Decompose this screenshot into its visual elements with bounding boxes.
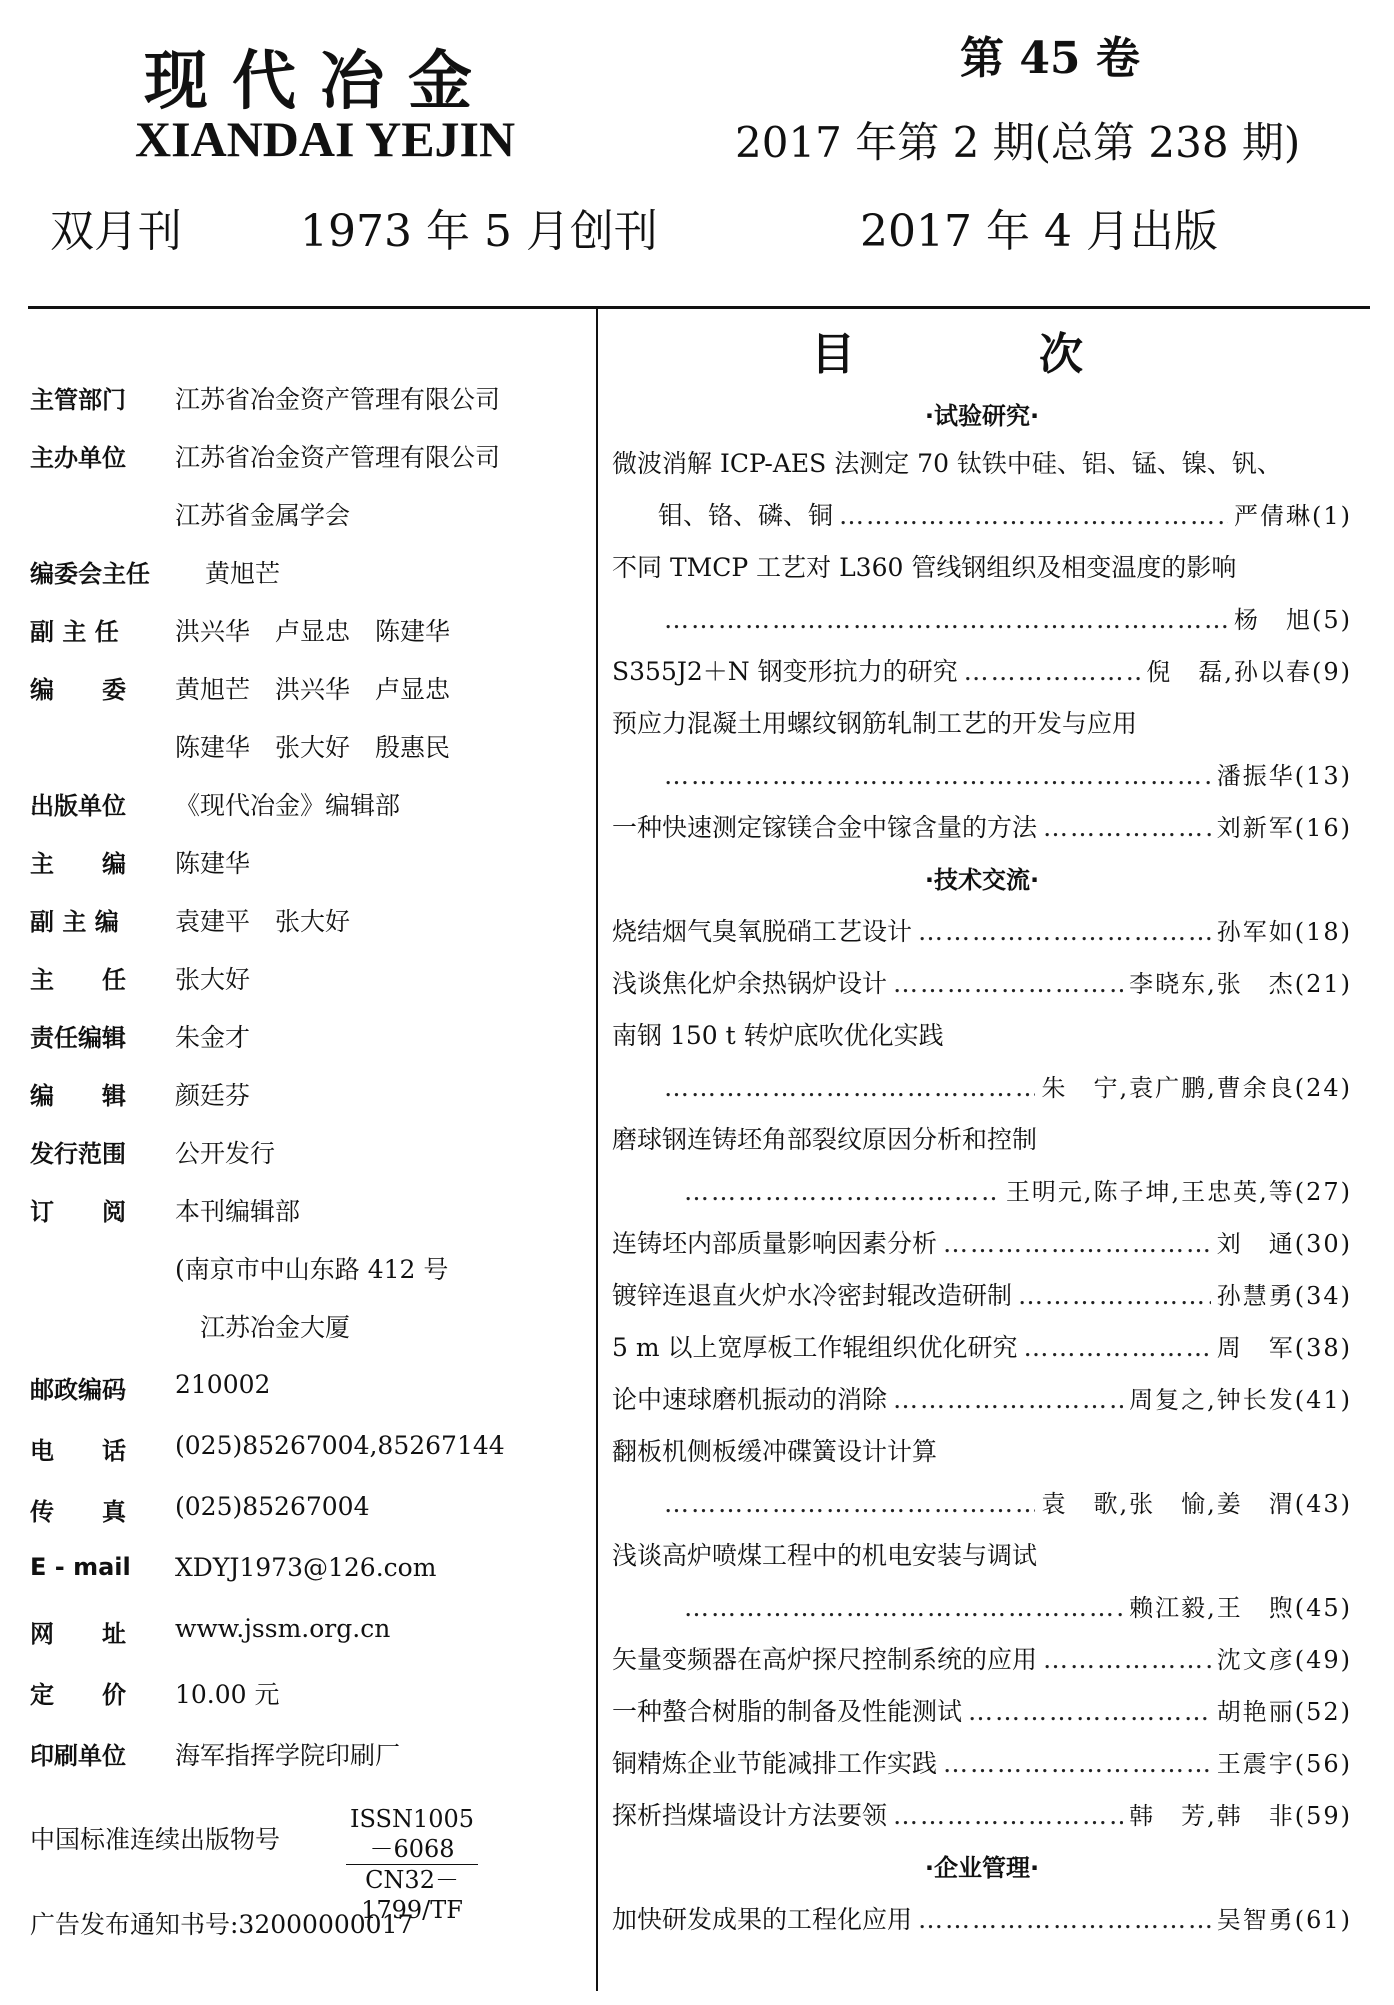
toc-entry-author: 朱 宁,袁广鹏,曹余良(24) — [1041, 1074, 1352, 1102]
toc-entry[interactable]: 铜精炼企业节能减排工作实践 …………………………………………………………………………………………………………………………………………………………………… 王震宇(56) — [612, 1744, 1352, 1780]
issn-block — [30, 1805, 475, 1924]
toc-entry-author: 刘 通(30) — [1216, 1230, 1352, 1258]
toc-entry[interactable]: 加快研发成果的工程化应用 …………………………………………………………………………………………………………………………………………………………………… 吴智勇(61) — [612, 1900, 1352, 1936]
toc-entry[interactable]: 镀锌连退直火炉水冷密封辊改造研制 …………………………………………………………………………………………………………………………………………………………………… 孙慧勇(34) — [612, 1276, 1352, 1312]
header-rule — [28, 306, 1370, 309]
toc-entry[interactable]: 钼、铬、磷、铜 …………………………………………………………………………………………………………………………………………………………………… 严倩琳(1) — [658, 496, 1352, 532]
toc-section-heading: ·技术交流· — [924, 866, 1040, 894]
volume-number: 第 45 卷 — [960, 33, 1140, 84]
toc-entry[interactable]: 5 m 以上宽厚板工作辊组织优化研究 …………………………………………………………………………………………………………………………………………………………………… 周 军(38) — [612, 1328, 1352, 1364]
toc-entry-author: 孙军如(18) — [1216, 918, 1352, 946]
toc-entry[interactable]: 论中速球磨机振动的消除 …………………………………………………………………………………………………………………………………………………………………… 周复之,钟长发(41) — [612, 1380, 1352, 1416]
toc-entry-author: 倪 磊,孙以春(9) — [1146, 658, 1352, 686]
publication-date: 2017 年 4 月出版 — [860, 206, 1218, 257]
toc-entry-author: 韩 芳,韩 非(59) — [1129, 1802, 1352, 1830]
toc-entry-title[interactable]: 不同 TMCP 工艺对 L360 管线钢组织及相变温度的影响 — [612, 553, 1237, 582]
toc-entry[interactable] — [658, 756, 1352, 791]
toc-entry-title[interactable]: 翻板机侧板缓冲碟簧设计计算 — [612, 1437, 938, 1466]
toc-entry[interactable]: 一种螯合树脂的制备及性能测试 …………………………………………………………………………………………………………………………………………………………………… 胡艳丽(52) — [612, 1692, 1352, 1728]
issn-label: 中国标准连续出版物号 — [30, 1825, 281, 1854]
toc-entry-author: 沈文彦(49) — [1216, 1646, 1352, 1674]
toc-entry-author: 李晓东,张 杰(21) — [1129, 970, 1352, 998]
toc-section-heading: ·企业管理· — [924, 1854, 1040, 1882]
toc-entry-author: 赖江毅,王 煦(45) — [1129, 1594, 1352, 1622]
journal-title-cn: 现代冶金 — [144, 44, 496, 119]
toc-entry[interactable] — [658, 1484, 1352, 1519]
founded-date: 1973 年 5 月创刊 — [300, 206, 658, 257]
issn-number: ISSN1005－6068 — [346, 1804, 478, 1865]
toc-entry[interactable] — [678, 1588, 1352, 1623]
toc-entry[interactable] — [678, 1172, 1352, 1207]
toc-entry-author: 王明元,陈子坤,王忠英,等(27) — [1005, 1178, 1352, 1206]
toc-entry[interactable]: 烧结烟气臭氧脱硝工艺设计 …………………………………………………………………………………………………………………………………………………………………… 孙军如(18) — [612, 912, 1352, 948]
cn-number: CN32－1799/TF — [361, 1866, 463, 1924]
toc-entry[interactable] — [658, 600, 1352, 635]
toc-entry[interactable]: 浅谈焦化炉余热锅炉设计 …………………………………………………………………………………………………………………………………………………………………… 李晓东,张 杰(21) — [612, 964, 1352, 1000]
ad-notice: 广告发布通知书号:32000000017 — [30, 1910, 414, 1939]
toc-entry[interactable]: S355J2＋N 钢变形抗力的研究 …………………………………………………………………………………………………………………………………………………………………… 倪 磊,孙以春(9) — [612, 652, 1352, 688]
column-divider — [596, 306, 598, 1991]
toc-entry-title[interactable]: 微波消解 ICP-AES 法测定 70 钛铁中硅、铝、锰、镍、钒、 — [612, 449, 1282, 478]
toc-entry-author: 潘振华(13) — [1216, 762, 1352, 790]
toc-entry[interactable]: 一种快速测定镓镁合金中镓含量的方法 …………………………………………………………………………………………………………………………………………………………………… 刘新军(16) — [612, 808, 1352, 844]
toc-entry-author: 周复之,钟长发(41) — [1129, 1386, 1352, 1414]
toc-entry-title[interactable]: 预应力混凝土用螺纹钢筋轧制工艺的开发与应用 — [612, 709, 1138, 738]
toc-entry-title[interactable]: 南钢 150 t 转炉底吹优化实践 — [612, 1021, 944, 1050]
toc-entry-author: 王震宇(56) — [1216, 1750, 1352, 1778]
toc-entry-author: 胡艳丽(52) — [1216, 1698, 1352, 1726]
toc-title: 目 次 — [811, 329, 1153, 380]
toc-entry-title[interactable]: 磨球钢连铸坯角部裂纹原因分析和控制 — [612, 1125, 1038, 1154]
toc-entry[interactable] — [658, 1068, 1352, 1103]
toc-entry[interactable]: 矢量变频器在高炉探尺控制系统的应用 …………………………………………………………………………………………………………………………………………………………………… 沈文彦(49) — [612, 1640, 1352, 1676]
toc-entry[interactable]: 探析挡煤墙设计方法要领 …………………………………………………………………………………………………………………………………………………………………… 韩 芳,韩 非(59) — [612, 1796, 1352, 1832]
toc-entry-title[interactable]: 浅谈高炉喷煤工程中的机电安装与调试 — [612, 1541, 1038, 1570]
toc-entry-author: 周 军(38) — [1216, 1334, 1352, 1362]
toc-entry-author: 吴智勇(61) — [1216, 1906, 1352, 1934]
toc-entry-author: 杨 旭(5) — [1234, 606, 1352, 634]
toc-entry-author: 袁 歌,张 愉,姜 渭(43) — [1041, 1490, 1352, 1518]
toc-entry-author: 刘新军(16) — [1216, 814, 1352, 842]
toc-entry[interactable]: 连铸坯内部质量影响因素分析 …………………………………………………………………………………………………………………………………………………………………… 刘 通(30) — [612, 1224, 1352, 1260]
toc-entry-author: 严倩琳(1) — [1234, 502, 1352, 530]
publication-frequency: 双月刊 — [50, 206, 182, 257]
journal-title-en: XIANDAI YEJIN — [135, 111, 516, 167]
toc-entry-author: 孙慧勇(34) — [1216, 1282, 1352, 1310]
toc-section-heading: ·试验研究· — [924, 402, 1040, 430]
issue-number: 2017 年第 2 期(总第 238 期) — [735, 118, 1301, 167]
